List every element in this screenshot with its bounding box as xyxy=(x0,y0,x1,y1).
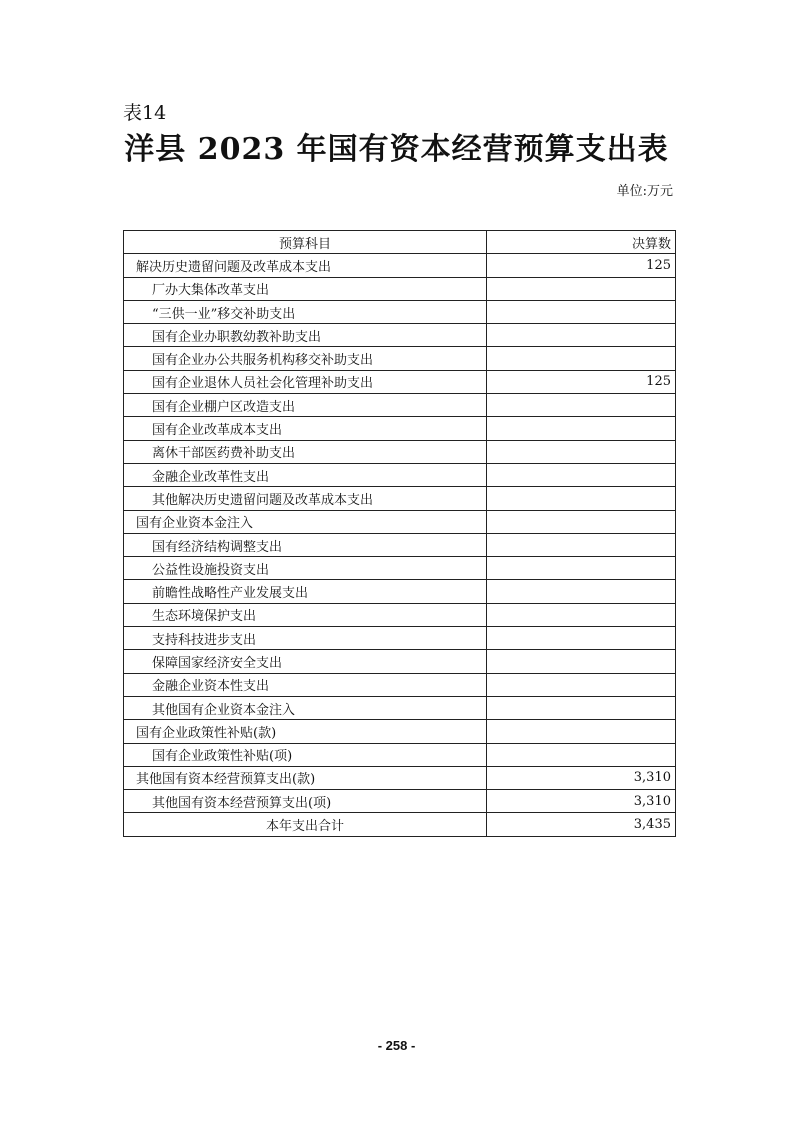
row-amount xyxy=(487,300,676,323)
row-subject: 离休干部医药费补助支出 xyxy=(124,440,487,463)
row-subject: “三供一业”移交补助支出 xyxy=(124,300,487,323)
row-subject: 金融企业资本性支出 xyxy=(124,673,487,696)
row-amount: 125 xyxy=(487,254,676,277)
row-amount xyxy=(487,347,676,370)
row-subject: 国有企业政策性补贴(项) xyxy=(124,743,487,766)
table-row xyxy=(124,580,676,603)
row-amount xyxy=(487,650,676,673)
table-row xyxy=(124,300,676,323)
row-amount xyxy=(487,627,676,650)
row-subject: 解决历史遗留问题及改革成本支出 xyxy=(124,254,487,277)
table-row xyxy=(124,347,676,370)
column-header-amount: 决算数 xyxy=(487,231,676,254)
table-row xyxy=(124,627,676,650)
row-amount xyxy=(487,557,676,580)
row-subject: 金融企业改革性支出 xyxy=(124,463,487,486)
row-amount xyxy=(487,696,676,719)
row-subject: 厂办大集体改革支出 xyxy=(124,277,487,300)
table-row xyxy=(124,254,676,277)
row-subject: 生态环境保护支出 xyxy=(124,603,487,626)
table-row xyxy=(124,487,676,510)
page-number: - 258 - xyxy=(377,1038,416,1053)
row-amount xyxy=(487,533,676,556)
table-row xyxy=(124,533,676,556)
row-amount xyxy=(487,743,676,766)
table-header-row xyxy=(124,231,676,254)
row-amount: 3,310 xyxy=(487,766,676,789)
total-label: 本年支出合计 xyxy=(124,813,487,836)
row-subject: 前瞻性战略性产业发展支出 xyxy=(124,580,487,603)
table-label: 表14 xyxy=(123,102,167,124)
table-row xyxy=(124,510,676,533)
row-subject: 国有企业棚户区改造支出 xyxy=(124,394,487,417)
row-subject: 其他国有企业资本金注入 xyxy=(124,696,487,719)
row-subject: 国有企业退休人员社会化管理补助支出 xyxy=(124,370,487,393)
table-row xyxy=(124,557,676,580)
row-subject: 保障国家经济安全支出 xyxy=(124,650,487,673)
row-subject: 国有经济结构调整支出 xyxy=(124,533,487,556)
total-amount: 3,435 xyxy=(487,813,676,836)
table-row xyxy=(124,463,676,486)
table-row xyxy=(124,720,676,743)
table-row xyxy=(124,440,676,463)
row-amount xyxy=(487,440,676,463)
column-header-subject: 预算科目 xyxy=(124,231,487,254)
row-subject: 支持科技进步支出 xyxy=(124,627,487,650)
page-title: 洋县 2023 年国有资本经营预算支出表 xyxy=(124,132,669,167)
unit-label: 单位:万元 xyxy=(616,184,673,199)
table-row xyxy=(124,277,676,300)
total-row xyxy=(124,813,676,836)
row-amount xyxy=(487,510,676,533)
row-subject: 国有企业政策性补贴(款) xyxy=(124,720,487,743)
row-subject: 国有企业改革成本支出 xyxy=(124,417,487,440)
row-subject: 国有企业办职教幼教补助支出 xyxy=(124,324,487,347)
row-subject: 其他国有资本经营预算支出(款) xyxy=(124,766,487,789)
table-row xyxy=(124,417,676,440)
row-amount xyxy=(487,720,676,743)
row-amount xyxy=(487,603,676,626)
table-row xyxy=(124,673,676,696)
table-row xyxy=(124,603,676,626)
row-amount: 3,310 xyxy=(487,790,676,813)
row-amount xyxy=(487,463,676,486)
table-row xyxy=(124,370,676,393)
row-amount xyxy=(487,580,676,603)
table-row xyxy=(124,324,676,347)
row-subject: 国有企业资本金注入 xyxy=(124,510,487,533)
row-amount xyxy=(487,673,676,696)
row-amount xyxy=(487,394,676,417)
row-subject: 国有企业办公共服务机构移交补助支出 xyxy=(124,347,487,370)
row-amount xyxy=(487,417,676,440)
table-row xyxy=(124,650,676,673)
row-amount: 125 xyxy=(487,370,676,393)
table-row xyxy=(124,766,676,789)
row-amount xyxy=(487,324,676,347)
row-amount xyxy=(487,277,676,300)
table-row xyxy=(124,696,676,719)
table-row xyxy=(124,790,676,813)
row-subject: 其他国有资本经营预算支出(项) xyxy=(124,790,487,813)
row-amount xyxy=(487,487,676,510)
budget-table xyxy=(123,230,676,837)
table-row xyxy=(124,394,676,417)
row-subject: 其他解决历史遗留问题及改革成本支出 xyxy=(124,487,487,510)
table-row xyxy=(124,743,676,766)
row-subject: 公益性设施投资支出 xyxy=(124,557,487,580)
